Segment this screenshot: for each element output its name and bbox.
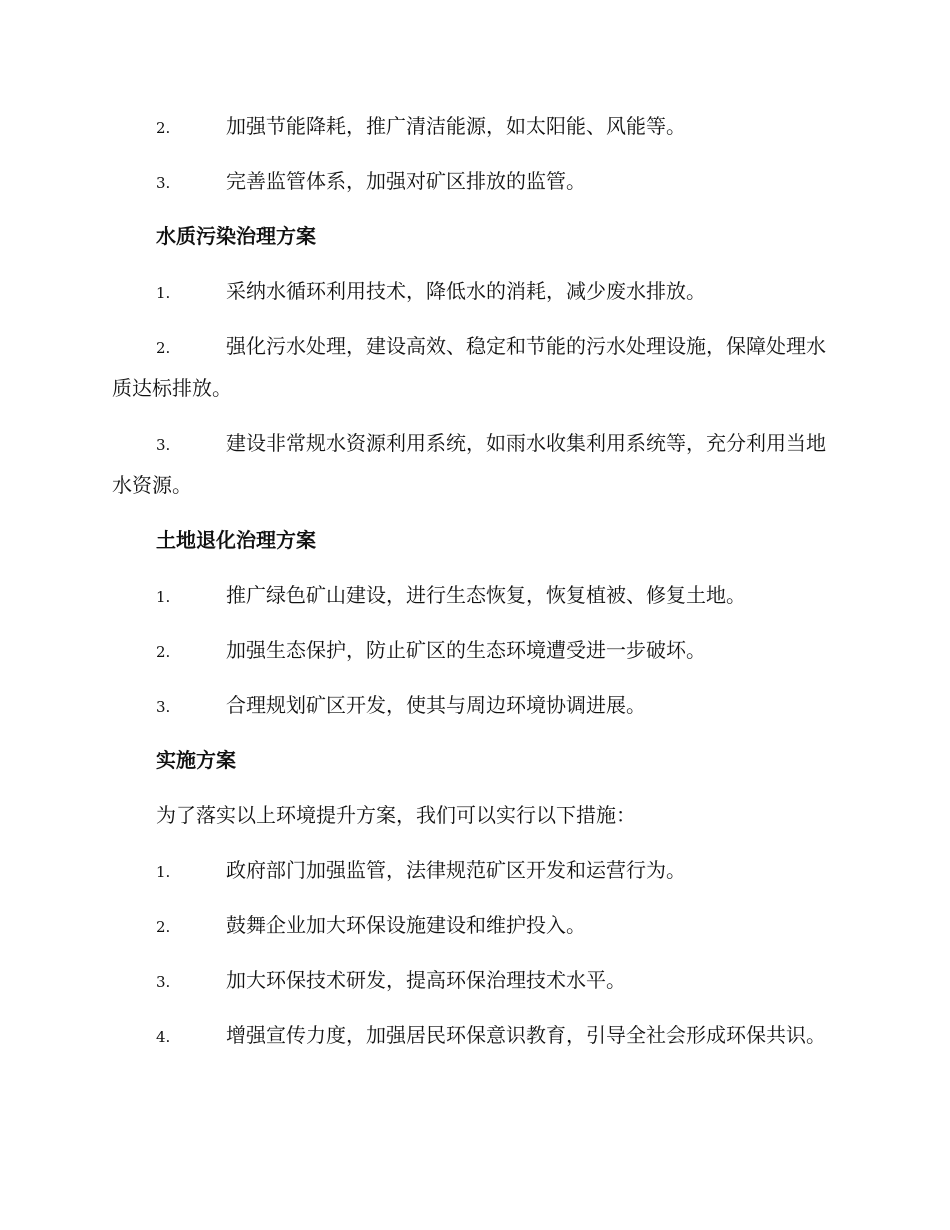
list-number: 1. bbox=[156, 863, 171, 881]
list-number: 2. bbox=[156, 339, 171, 357]
list-text: 强化污水处理，建设高效、稳定和节能的污水处理设施，保障处理水质达标排放。 bbox=[112, 334, 826, 400]
list-number: 3. bbox=[156, 698, 171, 716]
list-number: 4. bbox=[156, 1028, 171, 1046]
list-text: 政府部门加强监管，法律规范矿区开发和运营行为。 bbox=[226, 858, 686, 882]
list-item bbox=[112, 630, 834, 672]
list-number: 2. bbox=[156, 918, 171, 936]
section-heading: 水质污染治理方案 bbox=[156, 224, 316, 248]
section-heading: 土地退化治理方案 bbox=[156, 528, 316, 552]
list-text: 加大环保技术研发，提高环保治理技术水平。 bbox=[226, 968, 626, 992]
list-text: 增强宣传力度，加强居民环保意识教育，引导全社会形成环保共识。 bbox=[226, 1023, 826, 1047]
list-item bbox=[112, 575, 834, 617]
list-number: 2. bbox=[156, 119, 171, 137]
list-item bbox=[112, 1015, 834, 1057]
list-text: 合理规划矿区开发，使其与周边环境协调进展。 bbox=[226, 693, 646, 717]
list-item bbox=[112, 161, 834, 203]
list-number: 3. bbox=[156, 436, 171, 454]
list-item bbox=[112, 685, 834, 727]
section-heading: 实施方案 bbox=[156, 748, 236, 772]
list-number: 1. bbox=[156, 284, 171, 302]
list-item bbox=[112, 106, 834, 148]
list-text: 完善监管体系，加强对矿区排放的监管。 bbox=[226, 169, 586, 193]
list-number: 2. bbox=[156, 643, 171, 661]
list-text: 采纳水循环利用技术，降低水的消耗，减少废水排放。 bbox=[226, 279, 706, 303]
list-number: 3. bbox=[156, 973, 171, 991]
list-item bbox=[112, 905, 834, 947]
intro-paragraph: 为了落实以上环境提升方案，我们可以实行以下措施： bbox=[156, 803, 636, 827]
list-text: 加强生态保护，防止矿区的生态环境遭受进一步破坏。 bbox=[226, 638, 706, 662]
list-number: 3. bbox=[156, 174, 171, 192]
list-number: 1. bbox=[156, 588, 171, 606]
list-text: 鼓舞企业加大环保设施建设和维护投入。 bbox=[226, 913, 586, 937]
list-item bbox=[112, 850, 834, 892]
list-text: 推广绿色矿山建设，进行生态恢复，恢复植被、修复土地。 bbox=[226, 583, 746, 607]
list-item bbox=[112, 423, 834, 505]
list-item bbox=[112, 326, 834, 408]
list-item bbox=[112, 960, 834, 1002]
list-item bbox=[112, 271, 834, 313]
list-text: 建设非常规水资源利用系统，如雨水收集利用系统等，充分利用当地水资源。 bbox=[112, 431, 826, 497]
list-text: 加强节能降耗，推广清洁能源，如太阳能、风能等。 bbox=[226, 114, 686, 138]
